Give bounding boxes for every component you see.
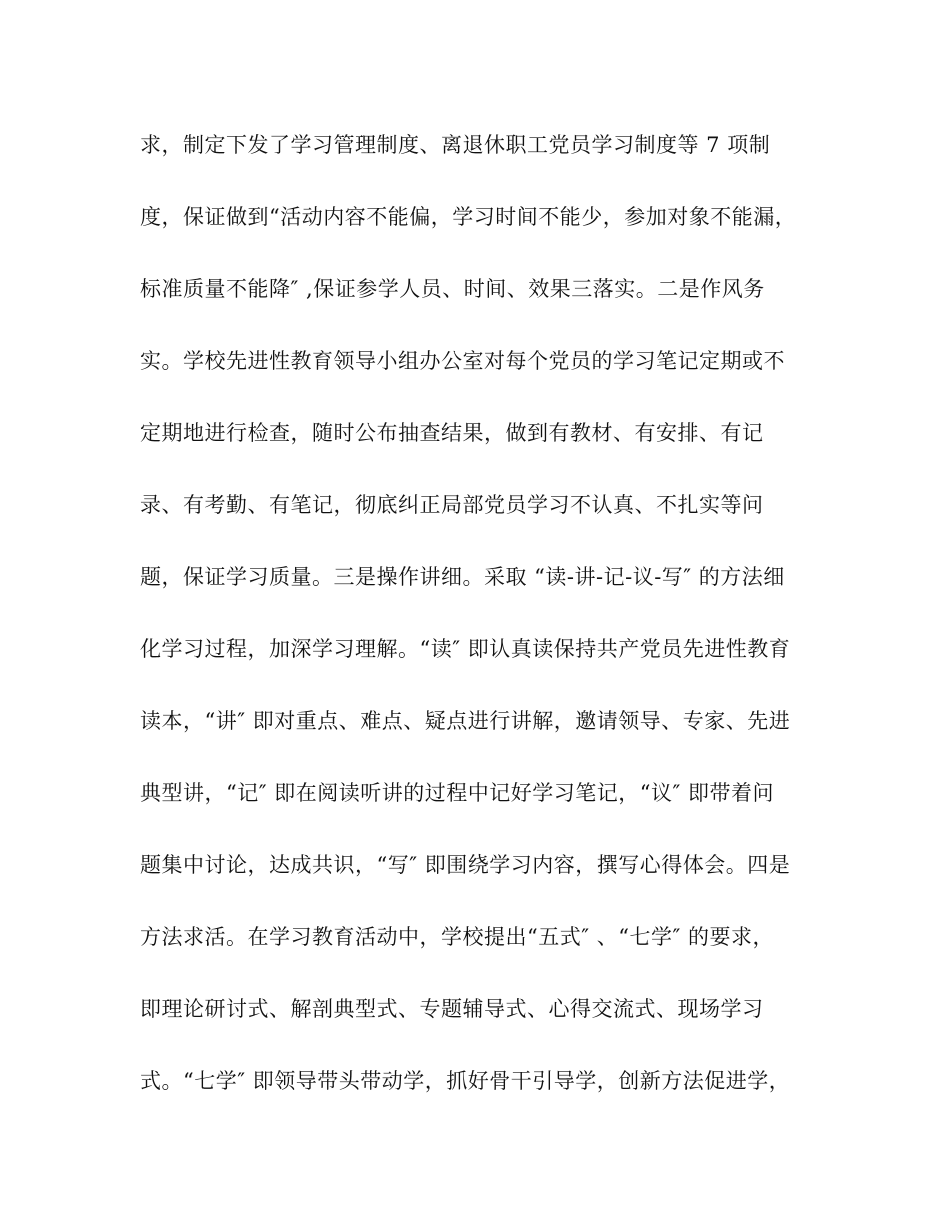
text-line: 题集中讨论，达成共识，“写″ 即围绕学习内容，撰写心得体会。四是 xyxy=(140,853,791,877)
text-line: 标准质量不能降″ ,保证参学人员、时间、效果三落实。二是作风务 xyxy=(140,277,765,301)
text-line: 题，保证学习质量。三是操作讲细。采取 “读-讲-记-议-写″ 的方法细 xyxy=(140,565,785,589)
text-line: 式。“七学″ 即领导带头带动学，抓好骨干引导学，创新方法促进学， xyxy=(140,1069,791,1093)
text-line: 化学习过程，加深学习理解。“读″ 即认真读保持共产党员先进性教育 xyxy=(140,637,791,661)
text-line: 定期地进行检查，随时公布抽查结果，做到有教材、有安排、有记 xyxy=(140,421,764,445)
text-line: 读本，“讲″ 即对重点、难点、疑点进行讲解，邀请领导、专家、先进 xyxy=(140,709,791,733)
text-line: 方法求活。在学习教育活动中，学校提出“五式″ 、“七学″ 的要求， xyxy=(140,925,775,949)
text-line: 实。学校先进性教育领导小组办公室对每个党员的学习笔记定期或不 xyxy=(140,349,785,373)
text-line: 度，保证做到“活动内容不能偏，学习时间不能少，参加对象不能漏， xyxy=(140,205,797,229)
text-line: 求，制定下发了学习管理制度、离退休职工党员学习制度等 7 项制 xyxy=(140,133,771,157)
text-line: 典型讲，“记″ 即在阅读听讲的过程中记好学习笔记，“议″ 即带着问 xyxy=(140,781,775,805)
text-line: 录、有考勤、有笔记，彻底纠正局部党员学习不认真、不扎实等问 xyxy=(140,493,764,517)
text-line: 即理论研讨式、解剖典型式、专题辅导式、心得交流式、现场学习 xyxy=(140,997,764,1021)
body-text xyxy=(140,122,840,1130)
